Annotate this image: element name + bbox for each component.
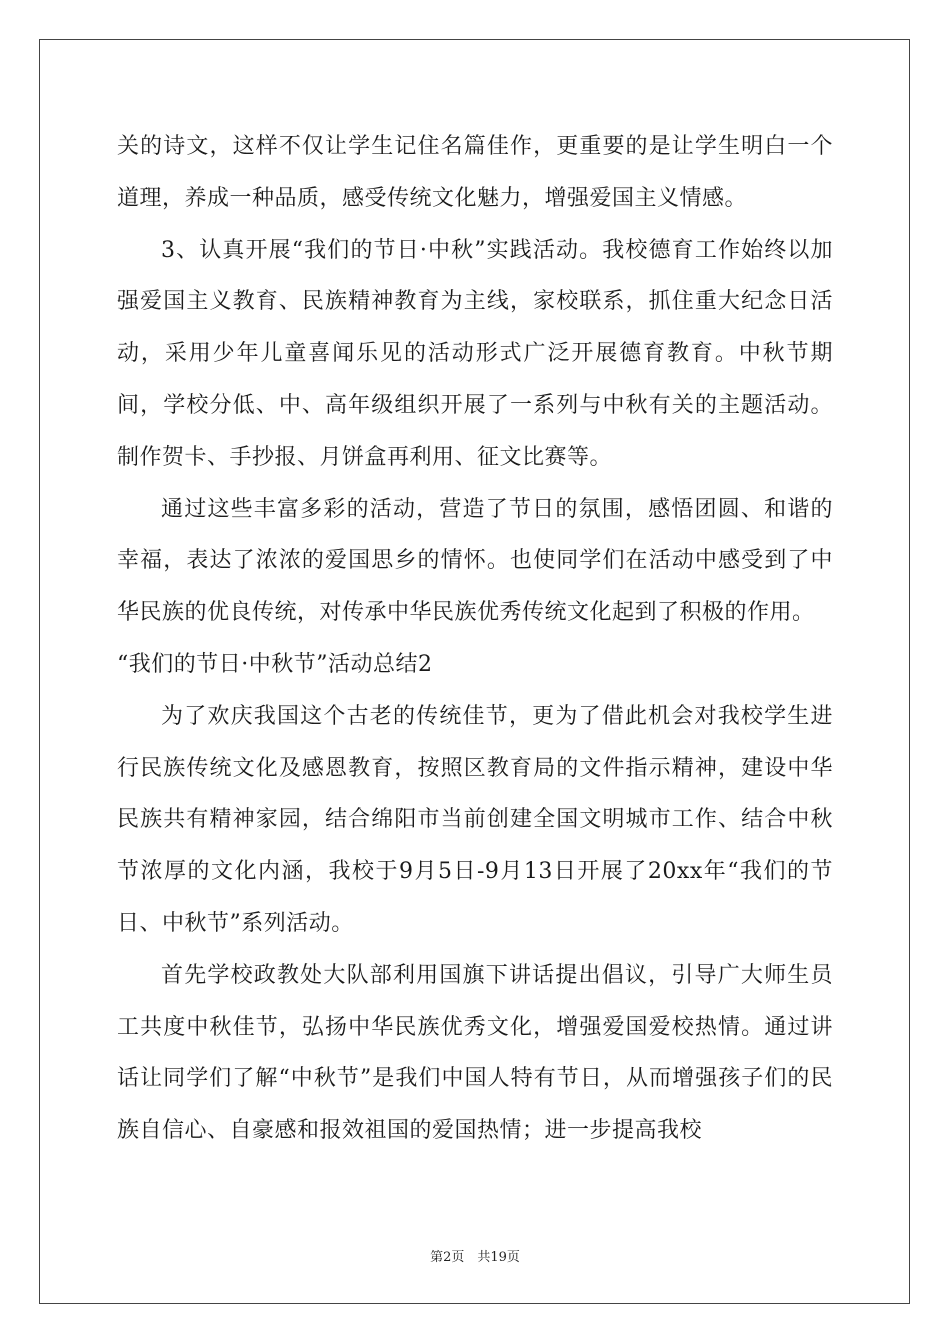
paragraph: 通过这些丰富多彩的活动，营造了节日的氛围，感悟团圆、和谐的幸福，表达了浓浓的爱国思乡的情怀。也使同学们在活动中感受到了中华民族的优良传统，对传承中华民族优秀传统文化起到了积极的作用。: [117, 496, 833, 626]
paragraph: 3、认真开展“我们的节日·中秋”实践活动。我校德育工作始终以加强爱国主义教育、民族精神教育为主线，家校联系，抓住重大纪念日活动，采用少年儿童喜闻乐见的活动形式广泛开展德育教育。中秋节期间，学校分低、中、高年级组织开展了一系列与中秋有关的主题活动。制作贺卡、手抄报、月饼盒再利用、征文比赛等。: [117, 237, 833, 470]
section-heading: “我们的节日·中秋节”活动总结2: [117, 651, 433, 677]
page-footer: [0, 1246, 950, 1265]
paragraph: 为了欢庆我国这个古老的传统佳节，更为了借此机会对我校学生进行民族传统文化及感恩教育，按照区教育局的文件指示精神，建设中华民族共有精神家园，结合绵阳市当前创建全国文明城市工作、结合中秋节浓厚的文化内涵，我校于9月5日-9月13日开展了20xx年“我们的节日、中秋节”系列活动。: [117, 703, 833, 936]
paragraph: 关的诗文，这样不仅让学生记住名篇佳作，更重要的是让学生明白一个道理，养成一种品质，感受传统文化魅力，增强爱国主义情感。: [117, 134, 833, 211]
document-body: [117, 121, 833, 1157]
paragraph: 首先学校政教处大队部利用国旗下讲话提出倡议，引导广大师生员工共度中秋佳节，弘扬中华民族优秀文化，增强爱国爱校热情。通过讲话让同学们了解“中秋节”是我们中国人特有节日，从而增强孩子们的民族自信心、自豪感和报效祖国的爱国热情；进一步提高我校: [117, 962, 833, 1144]
page-number: 第2页 共19页: [430, 1250, 520, 1265]
